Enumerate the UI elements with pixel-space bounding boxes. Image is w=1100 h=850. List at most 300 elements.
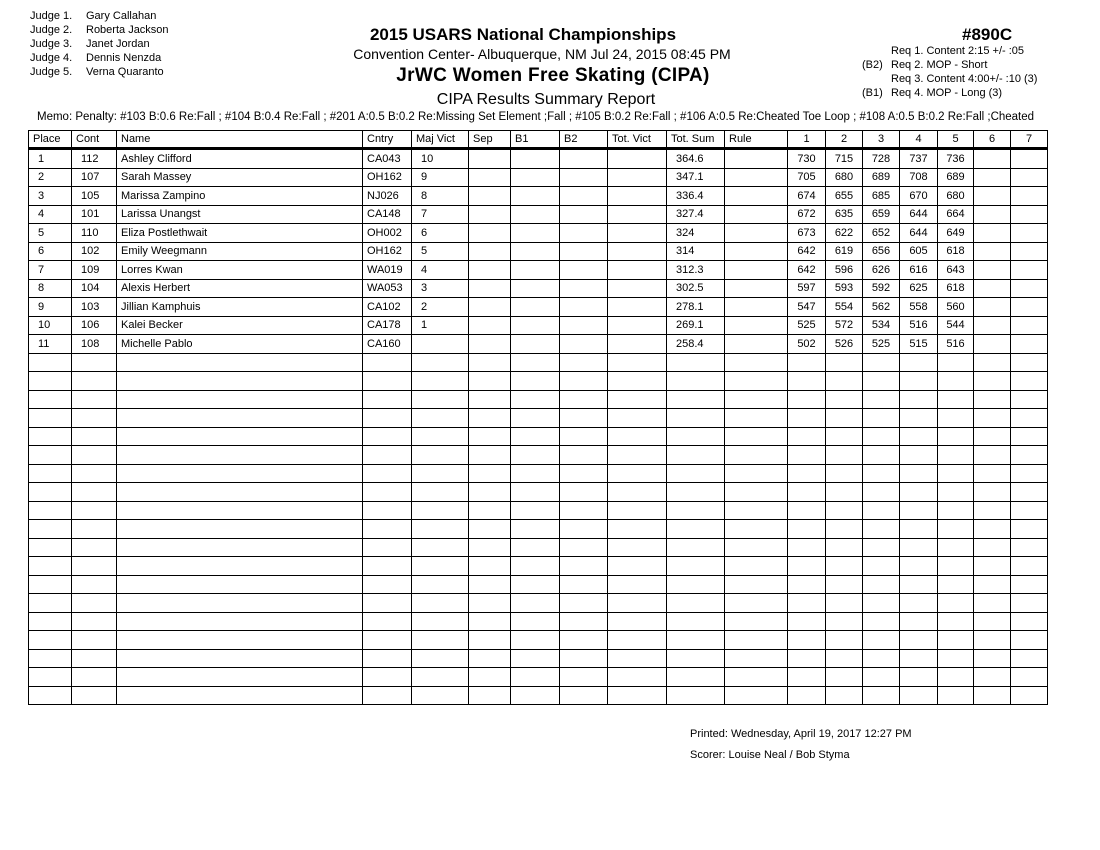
empty-cell — [117, 483, 363, 502]
cell-j1: 672 — [788, 205, 826, 224]
empty-cell — [560, 631, 608, 650]
empty-cell — [788, 409, 826, 428]
requirement-prefix: (B2) — [862, 59, 883, 71]
cell-cntry: OH162 — [363, 242, 412, 261]
column-header: Place — [29, 131, 72, 149]
empty-cell — [788, 575, 826, 594]
empty-cell — [511, 353, 560, 372]
cell-cont: 109 — [72, 261, 117, 280]
empty-cell — [363, 612, 412, 631]
empty-cell — [725, 520, 788, 539]
empty-cell — [72, 409, 117, 428]
cell-j2: 554 — [826, 298, 863, 317]
cell-place: 11 — [29, 335, 72, 354]
cell-j4: 516 — [900, 316, 938, 335]
empty-cell — [511, 427, 560, 446]
empty-cell — [826, 612, 863, 631]
cell-name: Kalei Becker — [117, 316, 363, 335]
empty-cell — [412, 520, 469, 539]
cell-j2: 596 — [826, 261, 863, 280]
empty-cell — [412, 631, 469, 650]
cell-rule — [725, 316, 788, 335]
table-row — [29, 224, 1048, 243]
empty-cell — [117, 353, 363, 372]
cell-j6 — [974, 242, 1011, 261]
empty-cell — [117, 372, 363, 391]
scorer-names: Scorer: Louise Neal / Bob Styma — [690, 749, 850, 761]
empty-cell — [1011, 501, 1048, 520]
empty-cell — [788, 520, 826, 539]
cell-j4: 644 — [900, 205, 938, 224]
empty-cell — [511, 631, 560, 650]
cell-tot-vict — [608, 316, 667, 335]
cell-rule — [725, 298, 788, 317]
requirement-label: Req 1. Content 2:15 +/- :05 — [891, 45, 1025, 57]
table-row — [29, 279, 1048, 298]
empty-cell — [725, 390, 788, 409]
cell-b2 — [560, 335, 608, 354]
empty-cell — [863, 390, 900, 409]
empty-cell — [788, 446, 826, 465]
empty-cell — [560, 668, 608, 687]
empty-cell — [667, 594, 725, 613]
cell-j4: 670 — [900, 187, 938, 206]
cell-j6 — [974, 168, 1011, 187]
empty-cell — [72, 501, 117, 520]
cell-j2: 593 — [826, 279, 863, 298]
empty-cell — [560, 427, 608, 446]
cell-j2: 622 — [826, 224, 863, 243]
empty-cell — [938, 464, 974, 483]
empty-cell — [900, 686, 938, 705]
cell-cont: 104 — [72, 279, 117, 298]
empty-cell — [826, 501, 863, 520]
empty-cell — [725, 446, 788, 465]
empty-table-row — [29, 520, 1048, 539]
cell-rule — [725, 205, 788, 224]
empty-cell — [826, 575, 863, 594]
empty-table-row — [29, 538, 1048, 557]
cell-j7 — [1011, 298, 1048, 317]
empty-cell — [974, 427, 1011, 446]
cell-place: 2 — [29, 168, 72, 187]
empty-cell — [363, 668, 412, 687]
empty-cell — [117, 501, 363, 520]
cell-j1: 673 — [788, 224, 826, 243]
column-header: Rule — [725, 131, 788, 149]
empty-cell — [667, 446, 725, 465]
empty-cell — [900, 427, 938, 446]
empty-cell — [1011, 390, 1048, 409]
empty-cell — [608, 668, 667, 687]
empty-cell — [117, 686, 363, 705]
penalty-memo: Memo: Penalty: #103 B:0.6 Re:Fall ; #104 B:0.4 Re:Fall ; #201 A:0.5 B:0.2 Re:Missing Set Element ;Fall ; #105 B:0.2 Re:Fall ; #106 A:0.5 Re:Cheated Toe Loop ; #108 A:0.5 B:0.2 Re:Fall ;Cheated — [37, 111, 1035, 123]
cell-j5: 618 — [938, 279, 974, 298]
empty-cell — [608, 390, 667, 409]
empty-cell — [608, 501, 667, 520]
table-row — [29, 261, 1048, 280]
empty-cell — [863, 631, 900, 650]
empty-cell — [725, 686, 788, 705]
empty-cell — [608, 464, 667, 483]
cell-j5: 516 — [938, 335, 974, 354]
empty-cell — [412, 409, 469, 428]
empty-cell — [974, 483, 1011, 502]
report-title: CIPA Results Summary Report — [436, 91, 656, 108]
empty-cell — [469, 446, 511, 465]
column-header: Tot. Sum — [667, 131, 725, 149]
empty-cell — [863, 483, 900, 502]
column-header: B1 — [511, 131, 560, 149]
requirement-entry — [862, 72, 1037, 86]
cell-tot-vict — [608, 261, 667, 280]
empty-cell — [72, 649, 117, 668]
empty-cell — [974, 372, 1011, 391]
cell-cont: 106 — [72, 316, 117, 335]
empty-cell — [363, 446, 412, 465]
cell-rule — [725, 187, 788, 206]
column-header: 1 — [788, 131, 826, 149]
empty-cell — [117, 594, 363, 613]
cell-j2: 619 — [826, 242, 863, 261]
empty-cell — [974, 353, 1011, 372]
cell-j7 — [1011, 242, 1048, 261]
empty-cell — [363, 594, 412, 613]
cell-j4: 644 — [900, 224, 938, 243]
cell-j3: 652 — [863, 224, 900, 243]
empty-cell — [667, 372, 725, 391]
cell-b2 — [560, 205, 608, 224]
empty-cell — [363, 409, 412, 428]
cell-place: 6 — [29, 242, 72, 261]
empty-cell — [29, 668, 72, 687]
empty-cell — [938, 594, 974, 613]
requirement-label: Req 3. Content 4:00+/- :10 (3) — [891, 73, 1038, 85]
empty-cell — [1011, 538, 1048, 557]
empty-cell — [29, 538, 72, 557]
cell-maj-vict: 3 — [412, 279, 469, 298]
empty-cell — [788, 390, 826, 409]
empty-cell — [560, 390, 608, 409]
empty-cell — [511, 686, 560, 705]
empty-cell — [29, 483, 72, 502]
cell-cntry: OH162 — [363, 168, 412, 187]
cell-sep — [469, 149, 511, 169]
cell-j1: 730 — [788, 149, 826, 169]
cell-j1: 642 — [788, 242, 826, 261]
cell-j6 — [974, 224, 1011, 243]
empty-cell — [363, 520, 412, 539]
cell-place: 10 — [29, 316, 72, 335]
empty-cell — [608, 427, 667, 446]
empty-cell — [826, 390, 863, 409]
empty-cell — [788, 557, 826, 576]
judge-name: Dennis Nenzda — [86, 52, 162, 64]
empty-cell — [725, 631, 788, 650]
cell-j2: 526 — [826, 335, 863, 354]
cell-place: 3 — [29, 187, 72, 206]
empty-cell — [29, 446, 72, 465]
cell-j5: 680 — [938, 187, 974, 206]
empty-cell — [938, 501, 974, 520]
judge-entry — [30, 9, 169, 23]
empty-cell — [788, 631, 826, 650]
empty-cell — [608, 686, 667, 705]
empty-cell — [863, 520, 900, 539]
empty-cell — [938, 649, 974, 668]
empty-cell — [725, 409, 788, 428]
cell-j4: 708 — [900, 168, 938, 187]
empty-cell — [900, 464, 938, 483]
empty-cell — [938, 631, 974, 650]
empty-cell — [667, 483, 725, 502]
empty-cell — [363, 427, 412, 446]
empty-cell — [1011, 557, 1048, 576]
empty-cell — [72, 372, 117, 391]
column-header: Maj Vict — [412, 131, 469, 149]
empty-cell — [29, 649, 72, 668]
empty-cell — [608, 520, 667, 539]
empty-table-row — [29, 594, 1048, 613]
empty-cell — [608, 353, 667, 372]
cell-maj-vict: 2 — [412, 298, 469, 317]
empty-cell — [511, 483, 560, 502]
column-header: Cont — [72, 131, 117, 149]
empty-cell — [974, 409, 1011, 428]
empty-cell — [938, 612, 974, 631]
cell-b2 — [560, 224, 608, 243]
column-header: Sep — [469, 131, 511, 149]
empty-cell — [863, 575, 900, 594]
location-datetime: Convention Center- Albuquerque, NM Jul 24, 2015 08:45 PM — [353, 46, 731, 62]
empty-table-row — [29, 686, 1048, 705]
empty-cell — [826, 557, 863, 576]
cell-b2 — [560, 298, 608, 317]
empty-cell — [826, 409, 863, 428]
empty-cell — [412, 594, 469, 613]
cell-b2 — [560, 168, 608, 187]
cell-tot-vict — [608, 298, 667, 317]
empty-cell — [29, 686, 72, 705]
empty-cell — [117, 575, 363, 594]
column-header: Tot. Vict — [608, 131, 667, 149]
empty-cell — [863, 686, 900, 705]
empty-cell — [511, 668, 560, 687]
empty-cell — [667, 501, 725, 520]
cell-name: Larissa Unangst — [117, 205, 363, 224]
cell-j6 — [974, 205, 1011, 224]
cell-cntry: CA148 — [363, 205, 412, 224]
empty-cell — [29, 575, 72, 594]
cell-j5: 544 — [938, 316, 974, 335]
table-row — [29, 149, 1048, 169]
cell-b1 — [511, 316, 560, 335]
empty-cell — [412, 464, 469, 483]
empty-cell — [412, 649, 469, 668]
cell-b1 — [511, 224, 560, 243]
empty-cell — [412, 668, 469, 687]
judge-name: Gary Callahan — [86, 10, 157, 22]
empty-cell — [29, 427, 72, 446]
empty-cell — [560, 501, 608, 520]
column-header: 3 — [863, 131, 900, 149]
empty-cell — [863, 557, 900, 576]
empty-cell — [725, 594, 788, 613]
cell-j7 — [1011, 149, 1048, 169]
empty-cell — [667, 409, 725, 428]
cell-tot-sum: 364.6 — [667, 149, 725, 169]
empty-cell — [469, 612, 511, 631]
empty-cell — [788, 686, 826, 705]
empty-cell — [511, 409, 560, 428]
empty-cell — [363, 575, 412, 594]
cell-j3: 534 — [863, 316, 900, 335]
empty-cell — [29, 353, 72, 372]
cell-sep — [469, 224, 511, 243]
empty-cell — [667, 668, 725, 687]
cell-j4: 737 — [900, 149, 938, 169]
empty-table-row — [29, 353, 1048, 372]
empty-cell — [363, 631, 412, 650]
table-row — [29, 242, 1048, 261]
column-header: B2 — [560, 131, 608, 149]
cell-b1 — [511, 335, 560, 354]
judge-name: Janet Jordan — [86, 38, 150, 50]
empty-cell — [29, 501, 72, 520]
cell-j4: 515 — [900, 335, 938, 354]
empty-table-row — [29, 390, 1048, 409]
cell-tot-sum: 269.1 — [667, 316, 725, 335]
empty-cell — [667, 612, 725, 631]
empty-cell — [511, 372, 560, 391]
requirement-entry — [862, 58, 1037, 72]
empty-cell — [863, 612, 900, 631]
empty-cell — [117, 446, 363, 465]
empty-cell — [938, 390, 974, 409]
empty-cell — [469, 372, 511, 391]
cell-j6 — [974, 149, 1011, 169]
empty-cell — [560, 353, 608, 372]
cell-name: Marissa Zampino — [117, 187, 363, 206]
requirement-label: Req 2. MOP - Short — [891, 59, 988, 71]
empty-cell — [412, 612, 469, 631]
cell-rule — [725, 242, 788, 261]
cell-j6 — [974, 335, 1011, 354]
empty-cell — [788, 372, 826, 391]
empty-cell — [974, 390, 1011, 409]
empty-cell — [974, 446, 1011, 465]
empty-cell — [511, 649, 560, 668]
empty-cell — [560, 372, 608, 391]
cell-j4: 605 — [900, 242, 938, 261]
results-table — [28, 130, 1048, 705]
empty-cell — [72, 686, 117, 705]
cell-j7 — [1011, 187, 1048, 206]
empty-cell — [667, 464, 725, 483]
empty-table-row — [29, 372, 1048, 391]
empty-cell — [1011, 668, 1048, 687]
column-header: Name — [117, 131, 363, 149]
cell-j3: 689 — [863, 168, 900, 187]
empty-cell — [511, 501, 560, 520]
empty-cell — [72, 557, 117, 576]
empty-cell — [1011, 464, 1048, 483]
cell-place: 1 — [29, 149, 72, 169]
cell-j7 — [1011, 224, 1048, 243]
empty-cell — [826, 538, 863, 557]
cell-tot-sum: 324 — [667, 224, 725, 243]
empty-cell — [974, 668, 1011, 687]
cell-name: Ashley Clifford — [117, 149, 363, 169]
cell-tot-vict — [608, 279, 667, 298]
cell-b1 — [511, 168, 560, 187]
column-header: 4 — [900, 131, 938, 149]
cell-j1: 642 — [788, 261, 826, 280]
empty-cell — [363, 501, 412, 520]
cell-cont: 107 — [72, 168, 117, 187]
empty-table-row — [29, 557, 1048, 576]
cell-j5: 618 — [938, 242, 974, 261]
cell-cont: 103 — [72, 298, 117, 317]
empty-cell — [1011, 612, 1048, 631]
empty-cell — [725, 575, 788, 594]
judge-name: Verna Quaranto — [86, 66, 164, 78]
empty-cell — [725, 353, 788, 372]
empty-cell — [412, 538, 469, 557]
empty-cell — [863, 409, 900, 428]
empty-cell — [900, 649, 938, 668]
empty-cell — [863, 353, 900, 372]
cell-place: 9 — [29, 298, 72, 317]
cell-rule — [725, 279, 788, 298]
empty-cell — [511, 390, 560, 409]
cell-b2 — [560, 149, 608, 169]
empty-cell — [938, 538, 974, 557]
cell-j1: 674 — [788, 187, 826, 206]
cell-tot-vict — [608, 149, 667, 169]
cell-tot-sum: 302.5 — [667, 279, 725, 298]
empty-cell — [29, 594, 72, 613]
empty-cell — [608, 538, 667, 557]
requirement-entry — [862, 86, 1037, 100]
empty-cell — [974, 686, 1011, 705]
empty-cell — [560, 446, 608, 465]
empty-cell — [938, 668, 974, 687]
empty-cell — [974, 538, 1011, 557]
empty-cell — [363, 483, 412, 502]
empty-cell — [900, 390, 938, 409]
column-header: Cntry — [363, 131, 412, 149]
empty-cell — [900, 409, 938, 428]
empty-cell — [863, 464, 900, 483]
empty-cell — [1011, 372, 1048, 391]
cell-b1 — [511, 187, 560, 206]
empty-table-row — [29, 631, 1048, 650]
cell-j7 — [1011, 335, 1048, 354]
empty-cell — [117, 409, 363, 428]
empty-cell — [938, 575, 974, 594]
table-header-row — [29, 131, 1048, 149]
cell-tot-sum: 347.1 — [667, 168, 725, 187]
empty-cell — [117, 631, 363, 650]
cell-j6 — [974, 279, 1011, 298]
empty-cell — [72, 575, 117, 594]
cell-j5: 664 — [938, 205, 974, 224]
table-row — [29, 335, 1048, 354]
empty-cell — [117, 668, 363, 687]
empty-cell — [560, 483, 608, 502]
empty-cell — [725, 464, 788, 483]
